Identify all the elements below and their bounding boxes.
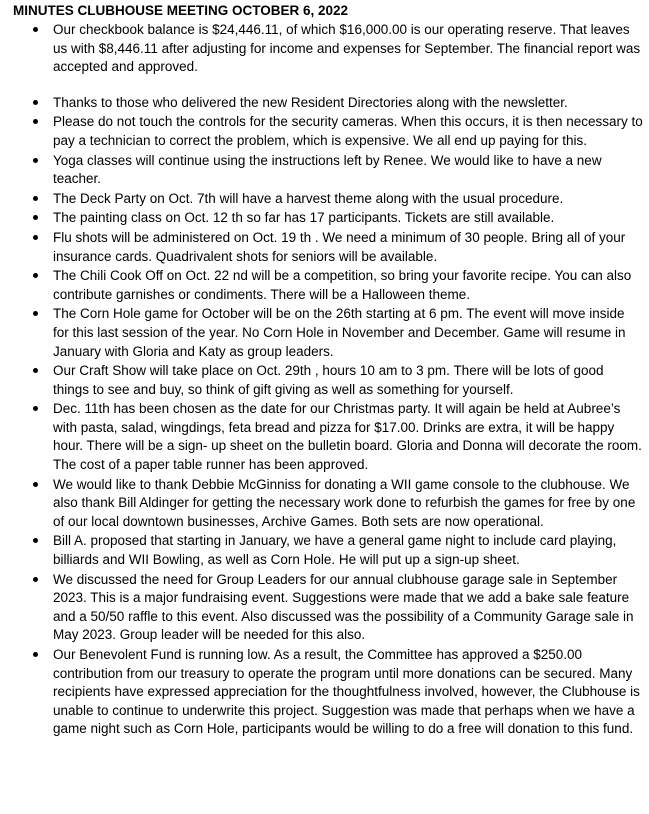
list-item	[13, 152, 643, 189]
list-item	[13, 190, 643, 209]
list-item-text: Our checkbook balance is $24,446.11, of which $16,000.00 is our operating reserve. That leaves us with $8,446.11 after adjusting for income and expenses for September. The financial report was accepted and approved.	[53, 22, 641, 75]
bullet-icon	[33, 368, 38, 373]
list-item-text: Flu shots will be administered on Oct. 19 th . We need a minimum of 30 people. Bring all of your insurance cards. Quadrivalent shots for seniors will be available.	[53, 229, 626, 264]
bullet-icon	[33, 235, 38, 240]
document-title: MINUTES CLUBHOUSE MEETING OCTOBER 6, 2022	[13, 3, 349, 18]
list-item-text: The painting class on Oct. 12 th so far has 17 participants. Tickets are still available.	[53, 210, 555, 226]
list-item-text: Our Craft Show will take place on Oct. 29th , hours 10 am to 3 pm. There will be lots of good things to see and buy, so think of gift giving as well as something for yourself.	[53, 363, 604, 397]
list-item	[13, 94, 643, 113]
bullet-icon	[33, 100, 38, 105]
list-item-text: Yoga classes will continue using the instructions left by Renee. We would like to have a new teacher.	[53, 152, 602, 187]
list-item	[13, 229, 643, 266]
bullet-icon	[33, 273, 38, 278]
list-item	[13, 532, 643, 569]
minutes-list	[13, 21, 643, 739]
bullet-icon	[33, 158, 38, 163]
bullet-icon	[33, 119, 38, 124]
list-item	[13, 362, 643, 399]
bullet-icon	[33, 27, 38, 32]
list-item-text: Bill A. proposed that starting in January, we have a general game night to include card playing, billiards and WII Bowling, as well as Corn Hole. He will put up a sign-up sheet.	[53, 533, 617, 568]
list-item-text: We discussed the need for Group Leaders for our annual clubhouse garage sale in September 2023. This is a major fundraising event. Suggestions were made that we add a bake sale feature and a 50/50 raffle to this event. Also discussed was the possibility of a Community Garage sale in May 2023. Group leader will be needed for this also.	[53, 571, 634, 643]
list-item	[13, 21, 643, 77]
list-item	[13, 267, 643, 304]
list-item-text: Our Benevolent Fund is running low. As a result, the Committee has approved a $250.00 contribution from our treasury to operate the program until more donations can be secured. Many recipients have expressed appreciation for the thoughtfulness involved, however, the Clubhouse is unable to continue to underwrite this project. Suggestion was made that perhaps when we have a game night such as Corn Hole, participants would be willing to do a free will donation to this fund.	[53, 647, 640, 737]
list-item	[13, 400, 643, 474]
bullet-icon	[33, 538, 38, 543]
list-item	[13, 476, 643, 532]
list-item	[13, 305, 643, 361]
list-item	[13, 571, 643, 645]
bullet-icon	[33, 311, 38, 316]
list-item	[13, 646, 643, 739]
bullet-icon	[33, 406, 38, 411]
list-item-text: Please do not touch the controls for the security cameras. When this occurs, it is then necessary to pay a technician to correct the problem, which is expensive. We all end up paying for this.	[53, 114, 643, 148]
bullet-icon	[33, 196, 38, 201]
list-item-text: Dec. 11th has been chosen as the date for our Christmas party. It will again be held at Aubree’s with pasta, salad, wingdings, feta bread and pizza for $17.00. Drinks are extra, it will be happy hour. There will be a sign- up sheet on the bulletin board. Gloria and Donna will decorate the room. The cost of a paper table runner has been approved.	[53, 401, 642, 473]
list-item-text: Thanks to those who delivered the new Resident Directories along with the newsletter.	[53, 94, 568, 110]
list-item-text: The Corn Hole game for October will be on the 26th starting at 6 pm. The event will move inside for this last session of the year. No Corn Hole in November and December. Game will resume in January with Gloria and Katy as group leaders.	[53, 306, 626, 359]
list-item	[13, 113, 643, 150]
bullet-icon	[33, 577, 38, 582]
list-item-text: The Chili Cook Off on Oct. 22 nd will be a competition, so bring your favorite recipe. You can also contribute garnishes or condiments. There will be a Halloween theme.	[53, 268, 632, 302]
list-item	[13, 209, 643, 228]
list-item-text: We would like to thank Debbie McGinniss for donating a WII game console to the clubhouse. We also thank Bill Aldinger for getting the necessary work done to refurbish the games for free by one of our local downtown businesses, Archive Games. Both sets are now operational.	[53, 476, 636, 529]
bullet-icon	[33, 652, 38, 657]
bullet-icon	[33, 482, 38, 487]
list-item-text: The Deck Party on Oct. 7th will have a harvest theme along with the usual procedure.	[53, 190, 564, 206]
bullet-icon	[33, 215, 38, 220]
